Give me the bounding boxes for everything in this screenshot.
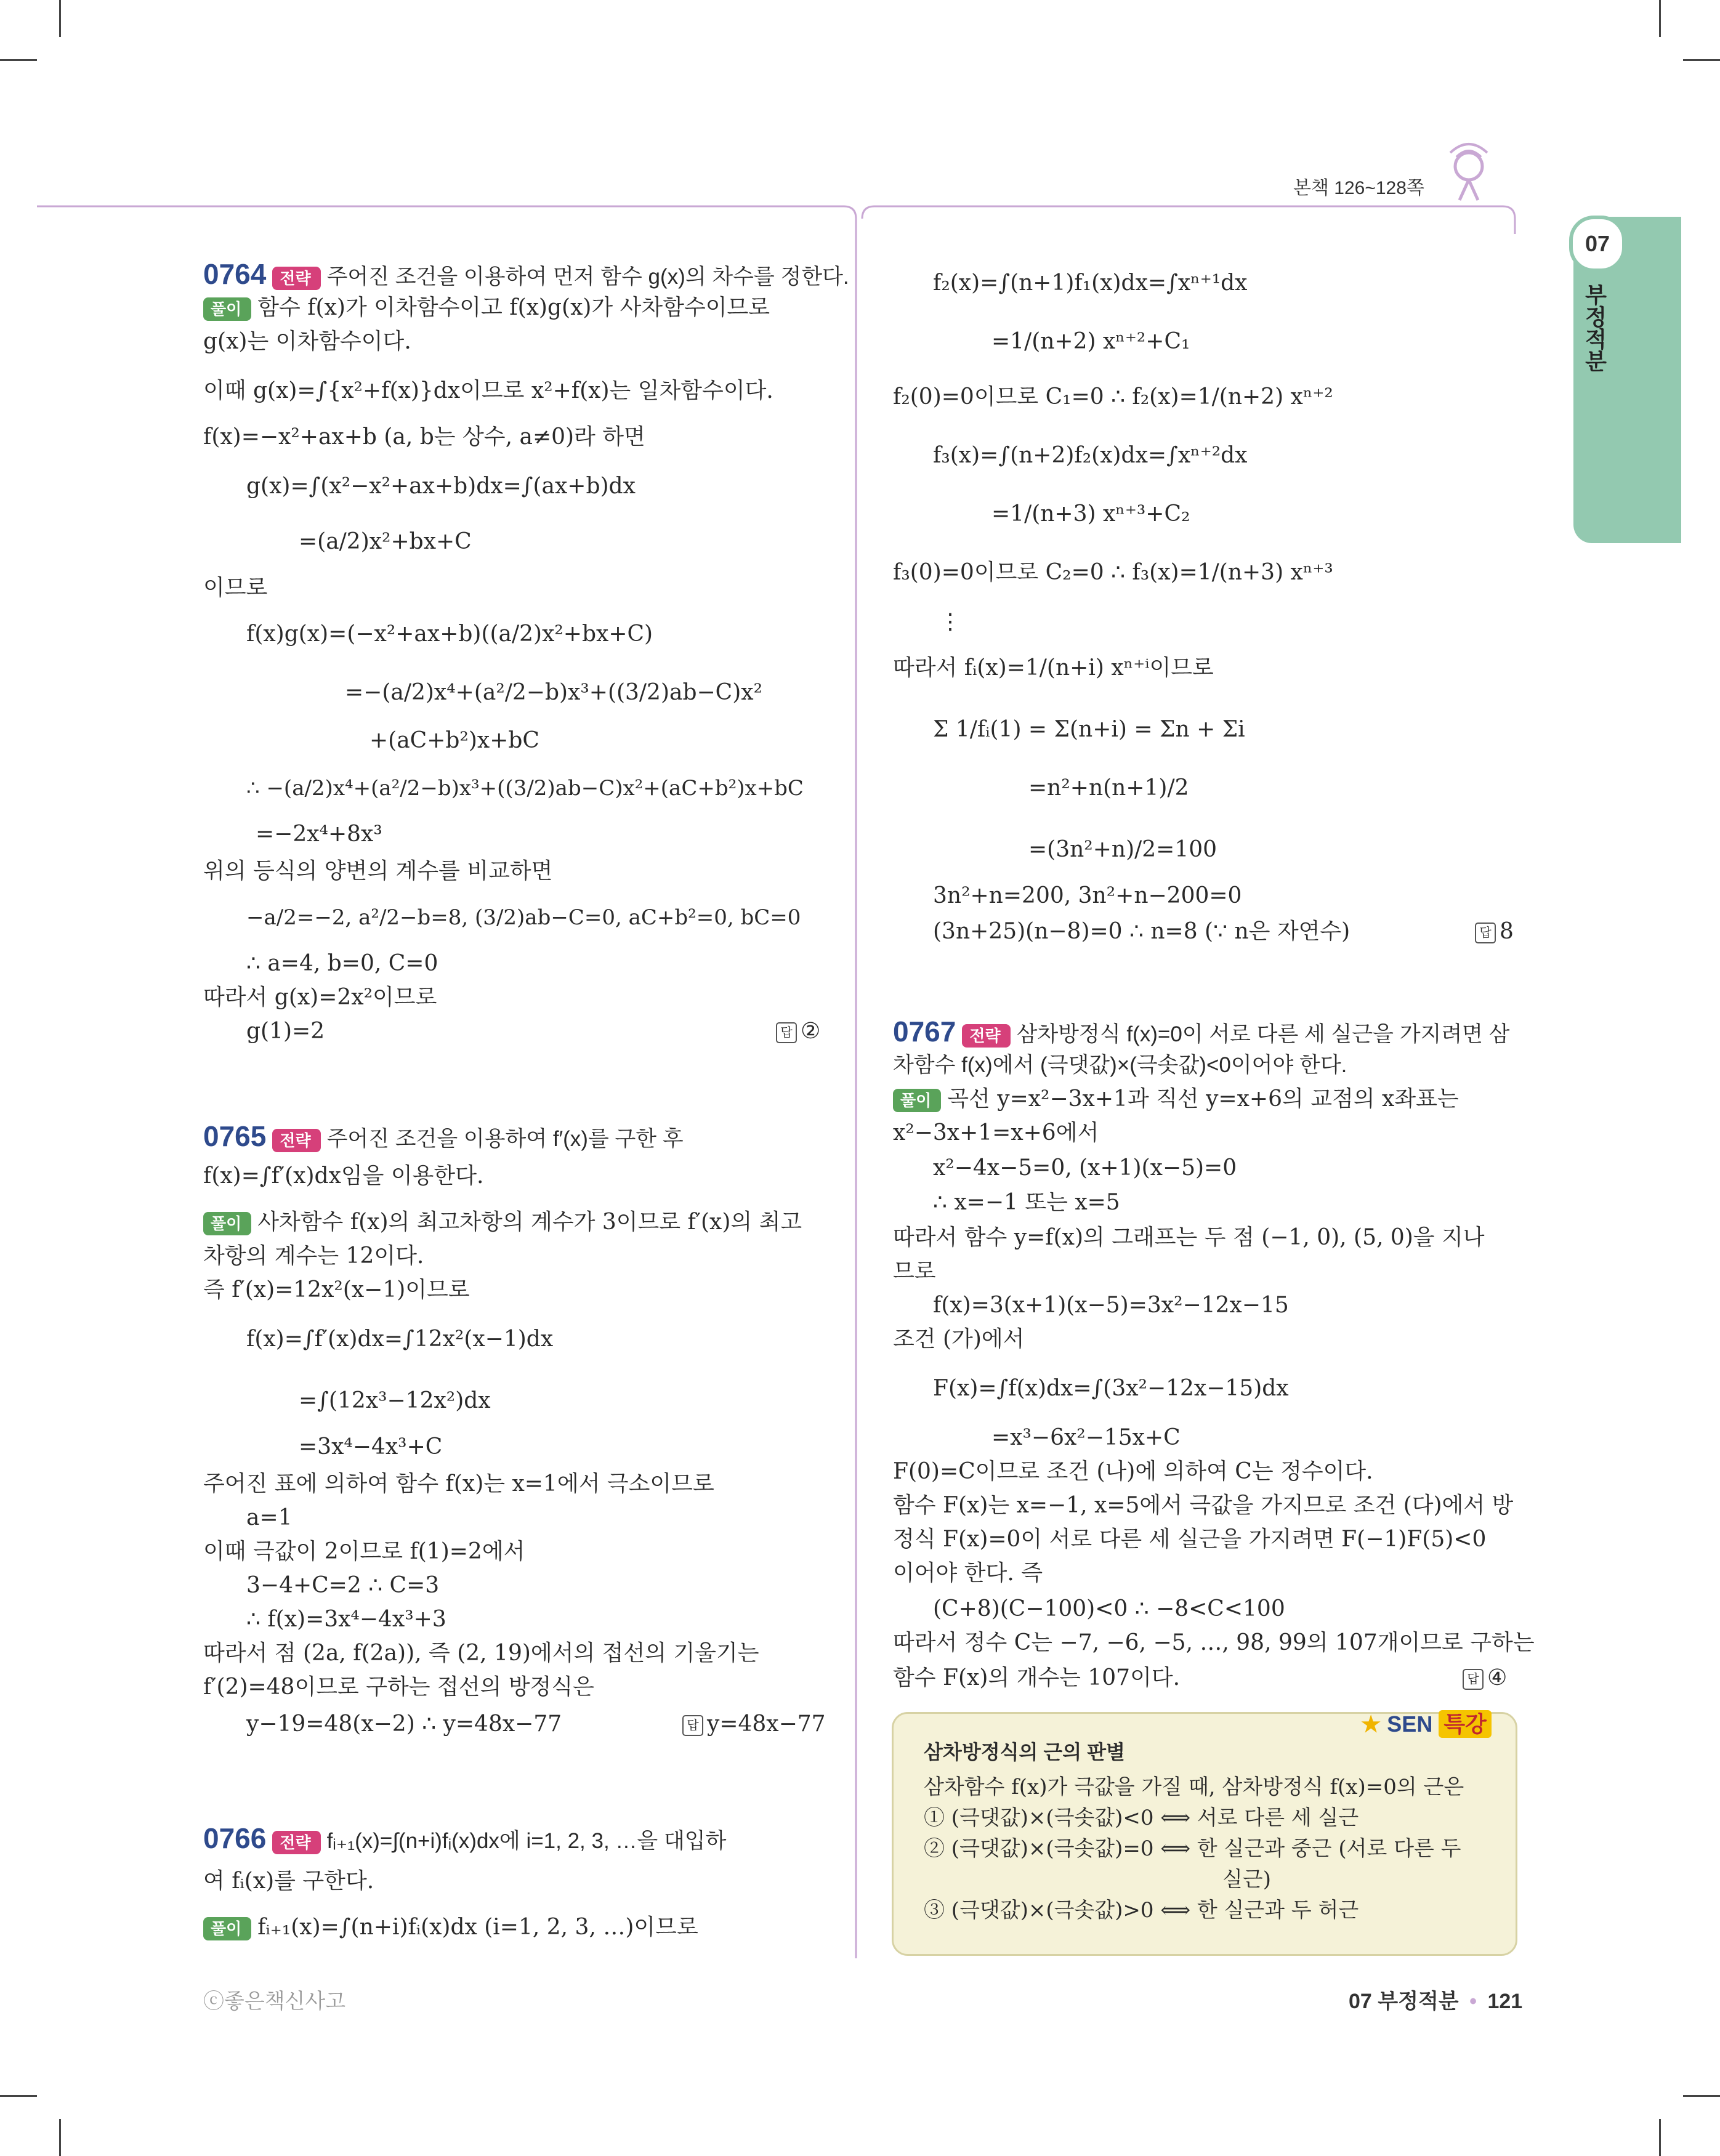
- sen-item: 실근): [1222, 1867, 1271, 1892]
- page-number: 121: [1487, 1990, 1523, 2013]
- math-line: Σ 1/fᵢ(1) = Σ(n+i) = Σn + Σi: [933, 717, 1245, 742]
- footer-bullet: •: [1469, 1990, 1477, 2013]
- math-line: 3−4+C=2 ∴ C=3: [246, 1573, 440, 1598]
- text-line: 따라서 점 (2a, f(2a)), 즉 (2, 19)에서의 접선의 기울기는: [203, 1641, 759, 1666]
- math-line: g(1)=2: [246, 1019, 325, 1044]
- sen-logo: [1361, 1707, 1492, 1738]
- answer-0765: [682, 1709, 826, 1740]
- math-line: f(x)=3(x+1)(x−5)=3x²−12x−15: [933, 1293, 1289, 1318]
- math-line: =x³−6x²−15x+C: [991, 1425, 1181, 1450]
- problem-number: 0764: [203, 258, 267, 290]
- problem-header-0765: [203, 1121, 684, 1155]
- strategy-tag: 전략: [272, 1831, 320, 1854]
- text-line: 따라서 함수 y=f(x)의 그래프는 두 점 (−1, 0), (5, 0)을 지나: [893, 1225, 1485, 1250]
- problem-number: 0767: [893, 1015, 956, 1048]
- math-line: =−2x⁴+8x³: [256, 822, 382, 847]
- answer-0767: [1463, 1663, 1507, 1694]
- chapter-number: 07: [1569, 216, 1626, 272]
- answer-icon: 답: [776, 1022, 797, 1043]
- solution-tag: 풀이: [203, 1212, 251, 1235]
- problem-header-0766: [203, 1823, 726, 1857]
- text-line: 이때 극값이 2이므로 f(1)=2에서: [203, 1539, 525, 1564]
- math-line: =n²+n(n+1)/2: [1028, 775, 1189, 801]
- text-line: 함수 F(x)는 x=−1, x=5에서 극값을 가지므로 조건 (다)에서 방: [893, 1493, 1514, 1518]
- footer-chapter: 07 부정적분: [1349, 1990, 1459, 2013]
- math-line: ∴ x=−1 또는 x=5: [933, 1190, 1120, 1215]
- math-line: =−(a/2)x⁴+(a²/2−b)x³+((3/2)ab−C)x²: [345, 680, 763, 705]
- problem-header-0767: [893, 1016, 1509, 1050]
- page-footer: [1349, 1984, 1522, 2014]
- math-line: x²−3x+1=x+6에서: [893, 1120, 1099, 1145]
- text-line: 주어진 표에 의하여 함수 f(x)는 x=1에서 극소이므로: [203, 1471, 714, 1496]
- answer-value: 8: [1500, 919, 1514, 944]
- crop-mark: [0, 2095, 37, 2097]
- math-line: f(x)=∫f′(x)dx=∫12x²(x−1)dx: [246, 1326, 554, 1352]
- math-line: ⋮: [939, 609, 961, 634]
- math-line: f₃(x)=∫(n+2)f₂(x)dx=∫xⁿ⁺²dx: [933, 443, 1248, 468]
- sen-intro: 삼차함수 f(x)가 극값을 가질 때, 삼차방정식 f(x)=0의 근은: [924, 1775, 1464, 1799]
- strategy-text: 여 fᵢ(x)를 구한다.: [203, 1868, 374, 1894]
- text-line: 이어야 한다. 즉: [893, 1560, 1043, 1586]
- sen-logo-tag: 특강: [1439, 1710, 1492, 1738]
- math-line: a=1: [246, 1505, 293, 1530]
- strategy-text: f(x)=∫f′(x)dx임을 이용한다.: [203, 1163, 484, 1189]
- crop-mark: [59, 0, 61, 37]
- text-line: f(x)=−x²+ax+b (a, b는 상수, a≠0)라 하면: [203, 424, 645, 450]
- text-line: 이때 g(x)=∫{x²+f(x)}dx이므로 x²+f(x)는 일차함수이다.: [203, 378, 773, 403]
- sen-item: ② (극댓값)×(극솟값)=0 ⟺ 한 실근과 중근 (서로 다른 두: [924, 1836, 1461, 1861]
- answer-value: ④: [1487, 1665, 1508, 1690]
- math-line: =(3n²+n)/2=100: [1028, 837, 1217, 862]
- math-line: f₂(x)=∫(n+1)f₁(x)dx=∫xⁿ⁺¹dx: [933, 270, 1248, 296]
- text-line: 므로: [893, 1259, 936, 1284]
- math-line: g(x)=∫(x²−x²+ax+b)dx=∫(ax+b)dx: [246, 474, 636, 499]
- sen-item: ③ (극댓값)×(극솟값)>0 ⟺ 한 실근과 두 허근: [924, 1898, 1359, 1923]
- crop-mark: [1683, 59, 1720, 61]
- sen-item: ① (극댓값)×(극솟값)<0 ⟺ 서로 다른 세 실근: [924, 1806, 1359, 1830]
- chapter-title: 부정적분: [1582, 283, 1607, 372]
- text-line: 위의 등식의 양변의 계수를 비교하면: [203, 858, 553, 884]
- text-line: 함수 F(x)의 개수는 107이다.: [893, 1665, 1181, 1690]
- text-line: 정식 F(x)=0이 서로 다른 세 실근을 가지려면 F(−1)F(5)<0: [893, 1527, 1487, 1552]
- strategy-text: 주어진 조건을 이용하여 먼저 함수 g(x)의 차수를 정한다.: [326, 265, 849, 289]
- solution-line: [203, 293, 770, 323]
- text-line: fᵢ₊₁(x)=∫(n+i)fᵢ(x)dx (i=1, 2, 3, …)이므로: [257, 1915, 698, 1940]
- sen-logo-text: SEN: [1387, 1711, 1433, 1737]
- math-line: (C+8)(C−100)<0 ∴ −8<C<100: [933, 1596, 1285, 1621]
- math-line: ∴ f(x)=3x⁴−4x³+3: [246, 1607, 446, 1632]
- text-line: g(x)는 이차함수이다.: [203, 329, 411, 354]
- problem-number: 0765: [203, 1120, 267, 1152]
- sen-title: 삼차방정식의 근의 판별: [924, 1741, 1125, 1763]
- crop-mark: [1659, 0, 1661, 37]
- strategy-tag: 전략: [962, 1024, 1010, 1048]
- math-line: =1/(n+3) xⁿ⁺³+C₂: [991, 501, 1190, 527]
- strategy-text: fᵢ₊₁(x)=∫(n+i)fᵢ(x)dx에 i=1, 2, 3, …을 대입하: [326, 1829, 727, 1853]
- math-line: ∴ a=4, b=0, C=0: [246, 951, 438, 976]
- math-line: ∴ −(a/2)x⁴+(a²/2−b)x³+((3/2)ab−C)x²+(aC+b²)x+bC: [246, 776, 804, 801]
- problem-header-0764: [203, 259, 849, 293]
- text-line: 따라서 fᵢ(x)=1/(n+i) xⁿ⁺ⁱ이므로: [893, 655, 1214, 680]
- solution-tag: 풀이: [203, 297, 251, 321]
- text-line: 조건 (가)에서: [893, 1326, 1025, 1352]
- text-line: 즉 f′(x)=12x²(x−1)이므로: [203, 1277, 470, 1302]
- solution-tag: 풀이: [203, 1917, 251, 1940]
- solution-tag: 풀이: [893, 1089, 941, 1112]
- solution-line: [203, 1912, 698, 1943]
- solution-line: [203, 1207, 802, 1238]
- math-line: −a/2=−2, a²/2−b=8, (3/2)ab−C=0, aC+b²=0, bC=0: [246, 905, 801, 930]
- math-line: x²−4x−5=0, (x+1)(x−5)=0: [933, 1155, 1237, 1181]
- answer-icon: 답: [1463, 1669, 1484, 1690]
- text-line: F(0)=C이므로 조건 (나)에 의하여 C는 정수이다.: [893, 1459, 1373, 1484]
- problem-number: 0766: [203, 1822, 267, 1854]
- math-line: =(a/2)x²+bx+C: [299, 529, 472, 554]
- crop-mark: [1683, 2095, 1720, 2097]
- text-line: 차항의 계수는 12이다.: [203, 1243, 424, 1269]
- text-line: 사차함수 f(x)의 최고차항의 계수가 3이므로 f′(x)의 최고: [257, 1209, 802, 1235]
- text-line: 이므로: [203, 575, 268, 600]
- solution-line: [893, 1084, 1459, 1115]
- strategy-tag: 전략: [272, 267, 320, 290]
- math-line: f(x)g(x)=(−x²+ax+b)((a/2)x²+bx+C): [246, 621, 653, 647]
- math-line: =1/(n+2) xⁿ⁺²+C₁: [991, 329, 1190, 354]
- strategy-text: 차함수 f(x)에서 (극댓값)×(극솟값)<0이어야 한다.: [893, 1053, 1347, 1077]
- answer-0766: [1475, 916, 1514, 947]
- crop-mark: [0, 59, 37, 61]
- text-line: 곡선 y=x²−3x+1과 직선 y=x+6의 교점의 x좌표는: [947, 1086, 1459, 1112]
- publisher-credit: ⓒ좋은책신사고: [203, 1990, 346, 2013]
- math-line: f₂(0)=0이므로 C₁=0 ∴ f₂(x)=1/(n+2) xⁿ⁺²: [893, 384, 1333, 410]
- math-line: (3n+25)(n−8)=0 ∴ n=8 (∵ n은 자연수): [933, 919, 1351, 944]
- text-line: 따라서 g(x)=2x²이므로: [203, 985, 437, 1010]
- crop-mark: [1659, 2119, 1661, 2156]
- answer-icon: 답: [1475, 923, 1496, 943]
- satellite-icon: [1441, 142, 1496, 203]
- strategy-tag: 전략: [272, 1129, 320, 1152]
- math-line: =3x⁴−4x³+C: [299, 1434, 443, 1460]
- strategy-text: 주어진 조건을 이용하여 f′(x)를 구한 후: [326, 1127, 684, 1151]
- star-icon: ★: [1361, 1711, 1381, 1737]
- math-line: y−19=48(x−2) ∴ y=48x−77: [246, 1711, 562, 1737]
- answer-value: y=48x−77: [707, 1711, 826, 1737]
- answer-value: ②: [801, 1019, 821, 1044]
- answer-icon: 답: [682, 1715, 703, 1736]
- math-line: 3n²+n=200, 3n²+n−200=0: [933, 883, 1242, 908]
- math-line: F(x)=∫f(x)dx=∫(3x²−12x−15)dx: [933, 1376, 1289, 1401]
- math-line: =∫(12x³−12x²)dx: [299, 1388, 491, 1413]
- answer-0764: [776, 1016, 820, 1047]
- math-line: f₃(0)=0이므로 C₂=0 ∴ f₃(x)=1/(n+3) xⁿ⁺³: [893, 560, 1333, 585]
- text-line: f′(2)=48이므로 구하는 접선의 방정식은: [203, 1674, 594, 1700]
- math-line: +(aC+b²)x+bC: [369, 728, 539, 753]
- page-reference: 본책 126~128쪽: [1293, 178, 1424, 198]
- crop-mark: [59, 2119, 61, 2156]
- text-line: 함수 f(x)가 이차함수이고 f(x)g(x)가 사차함수이므로: [257, 295, 770, 320]
- text-line: 따라서 정수 C는 −7, −6, −5, …, 98, 99의 107개이므로 구하는: [893, 1630, 1535, 1655]
- strategy-text: 삼차방정식 f(x)=0이 서로 다른 세 실근을 가지려면 삼: [1016, 1022, 1510, 1046]
